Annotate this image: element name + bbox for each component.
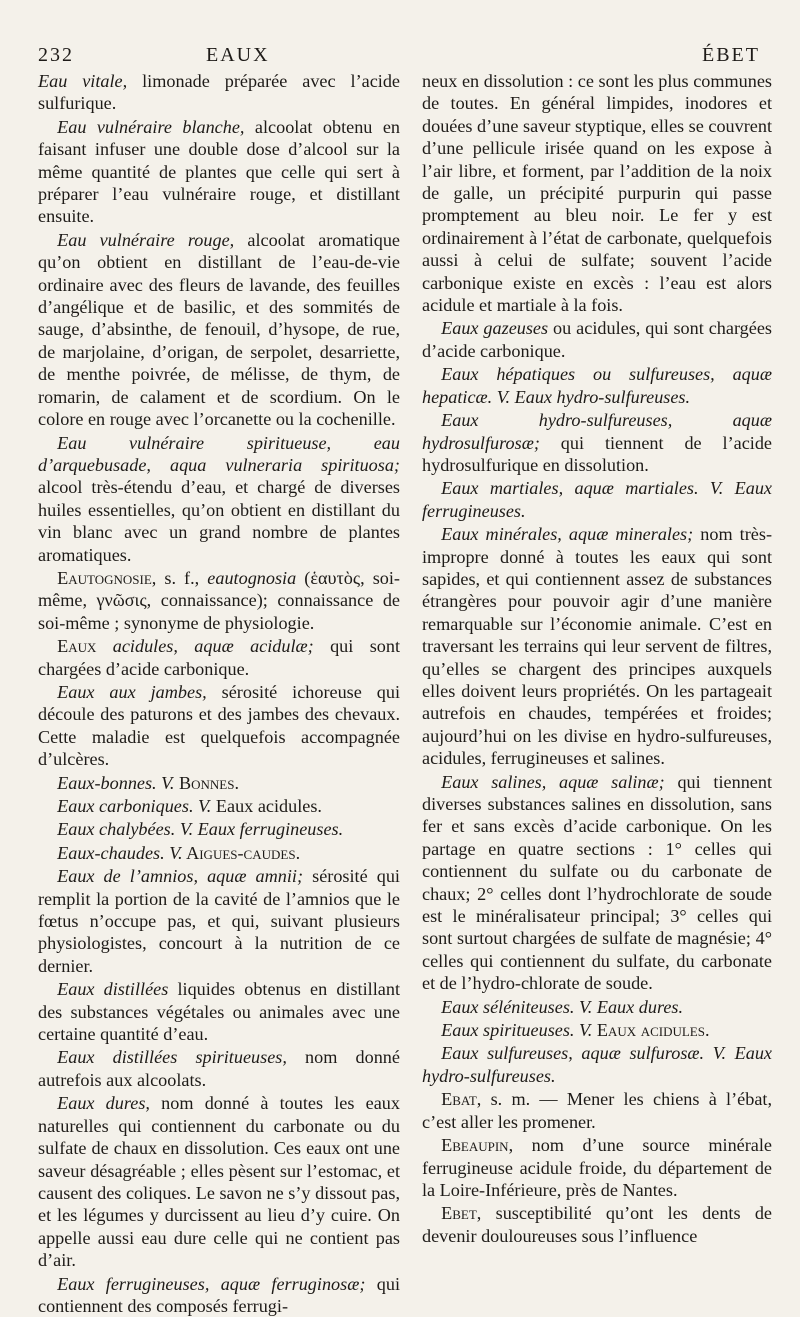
entry-eaux-sulfureuses bbox=[422, 1042, 772, 1087]
entry-eaux-salines bbox=[422, 771, 772, 995]
entry-eaux-hepatiques bbox=[422, 363, 772, 408]
headword: Eaux minérales, aquæ minerales; bbox=[441, 524, 694, 545]
entry-eaux-chalybees bbox=[38, 818, 400, 840]
headword: Eau vulnéraire rouge, bbox=[57, 229, 235, 250]
entry-eau-vulneraire-spiritueuse bbox=[38, 432, 400, 566]
headword: Eau vitale, bbox=[38, 71, 128, 91]
headword: Eaux carboniques. V. bbox=[57, 796, 212, 816]
entry-text: ou acidules, qui sont chargées d’acide carbonique. bbox=[422, 318, 772, 361]
entry-text: nom donné autrefois aux alcoolats. bbox=[38, 1047, 400, 1090]
entry-text: nom donné à toutes les eaux naturelles qui contiennent du carbonate ou du sulfate de chaux en dissolution. Ces eaux ont une saveur désagréable ; elles pèsent sur l’estomac, et causent des coliques. Le savon ne s’y dissout pas, et les légumes y durcissent au lieu d’y cuire. On appelle aussi eau dure celle qui ne contient pas d’air. bbox=[38, 1093, 400, 1271]
entry-text: nom très-impropre donné à toutes les eaux qui sont sapides, et qui contiennent assez de substances étrangères pour pouvoir agir d’une manière remarquable sur l’économie animale. C’est en traversant les terrains qui leur servent de filtres, qu’elles se chargent des principes auxquels elles doivent leurs propriétés. On les partageait autrefois en chaudes, tempérées et froides; aujourd’hui on les divise en hydro-sulfureuses, acidules, ferrugineuses et salines. bbox=[422, 524, 772, 769]
headword: Eaux distillées bbox=[57, 979, 169, 1000]
headword: Eaux dures, bbox=[57, 1093, 150, 1114]
left-column bbox=[38, 70, 401, 1316]
entry-text bbox=[96, 636, 112, 656]
entry-text: (ἑαυτὸς, soi-même, γνῶσις, connaissance); connaissance de soi-même ; synonyme de physiologie. bbox=[38, 567, 400, 633]
entry-text: qui sont chargées d’acide carbonique. bbox=[38, 636, 401, 679]
headword: Eaux salines, aquæ salinæ; bbox=[441, 771, 665, 792]
entry-text: liquides obtenus en distillant des substances végétales ou animales avec une certaine quantité d’eau. bbox=[38, 979, 400, 1045]
entry-text: , s. f., bbox=[151, 567, 208, 588]
entry-eaux-dures bbox=[38, 1092, 400, 1271]
entry-eaux-ferrugineuses-cont bbox=[422, 70, 772, 316]
entry-text: qui contiennent des composés ferrugi- bbox=[38, 1273, 400, 1316]
entry-eaux-spiritueuses bbox=[422, 1019, 772, 1041]
entry-text: Aigues-caudes. bbox=[182, 842, 301, 863]
headword: Eaux aux jambes, bbox=[57, 681, 207, 702]
entry-text: , nom d’une source minérale ferrugineuse acidule froide, du département de la Loire-Inférieure, près de Nantes. bbox=[422, 1135, 772, 1200]
entry-eau-vitale bbox=[38, 70, 400, 115]
entry-eaux-gazeuses bbox=[422, 317, 772, 362]
headword: Eaux de l’amnios, aquæ amnii; bbox=[57, 866, 304, 887]
entry-eaux-seleniteuses bbox=[422, 996, 772, 1018]
entry-text: , s. m. — Mener les chiens à l’ébat, c’est aller les promener. bbox=[422, 1089, 772, 1132]
headword: Eaux-bonnes. V. bbox=[57, 772, 175, 793]
entry-ebet bbox=[422, 1202, 772, 1247]
headword: Ebeaupin bbox=[441, 1135, 509, 1156]
entry-text: limonade préparée avec l’acide sulfurique. bbox=[38, 71, 400, 114]
entry-eaux-ferrugineuses bbox=[38, 1273, 400, 1317]
entry-text: Bonnes. bbox=[174, 772, 240, 793]
headword: Eaux ferrugineuses, aquæ ferruginosæ; bbox=[57, 1273, 366, 1294]
entry-eaux-minerales bbox=[422, 523, 772, 769]
headword: Eaux séléniteuses. V. Eaux dures. bbox=[441, 996, 684, 1017]
headword: Ebet bbox=[441, 1203, 477, 1224]
entry-text: , susceptibilité qu’ont les dents de devenir douloureuses sous l’influence bbox=[422, 1203, 772, 1246]
entry-eaux-martiales bbox=[422, 477, 772, 522]
headword: Eaux sulfureuses, aquæ sulfurosæ. V. Eaux hydro-sulfureuses. bbox=[422, 1043, 772, 1086]
entry-eaux-de-l-amnios bbox=[38, 865, 400, 977]
headword: Eaux spiritueuses. V. bbox=[441, 1020, 593, 1041]
entry-text: qui tiennent de l’acide hydrosulfurique en dissolution. bbox=[422, 432, 772, 475]
headword: Eaux-chaudes. V. bbox=[57, 842, 183, 863]
headword: Eaux gazeuses bbox=[441, 318, 549, 339]
headword: Eaux bbox=[57, 636, 97, 657]
entry-text: Eaux acidules. bbox=[211, 796, 322, 816]
page-number: 232 bbox=[38, 44, 74, 66]
entry-ebat bbox=[422, 1088, 772, 1133]
right-running-head: ÉBET bbox=[702, 44, 760, 66]
entry-eaux-hydro-sulfureuses bbox=[422, 409, 772, 476]
entry-eau-vulneraire-blanche bbox=[38, 116, 400, 228]
headword: Eau vulnéraire blanche, bbox=[57, 116, 245, 137]
entry-text: Eaux acidules. bbox=[592, 1020, 710, 1041]
entry-eau-vulneraire-rouge bbox=[38, 229, 400, 431]
headword: Ebat bbox=[441, 1089, 477, 1110]
entry-text: neux en dissolution : ce sont les plus communes de toutes. En général limpides, inodores et douées d’une saveur styptique, elles se couvrent d’une pellicule irisée quand on les expose à l’air libre, et forment, par l’addition de la noix de galle, un précipité purpurin qui passe promptement au bleu noir. Le fer y est ordinairement à l’état de carbonate, quelquefois aussi à celui de sulfate; souvent l’acide carbonique existe en excès : l’eau est alors acidule et martiale à la fois. bbox=[422, 71, 773, 316]
entry-text: sérosité ichoreuse qui découle des paturons et des jambes des chevaux. Cette maladie est quelquefois accompagnée d’ulcères. bbox=[38, 681, 401, 770]
headword: Eaux hépatiques ou sulfureuses, aquæ hepaticæ. V. Eaux hydro-sulfureuses. bbox=[422, 364, 772, 407]
page-header bbox=[38, 44, 760, 70]
entry-term: eautognosia bbox=[207, 567, 297, 588]
entry-text: alcoolat aromatique qu’on obtient en distillant de l’eau-de-vie ordinaire avec des fleurs de lavande, des feuilles d’angélique et de basilic, et des sommités de sauge, d’absinthe, de fenouil, d’hysope, de rue, de marjolaine, d’origan, de serpolet, desarriette, de menthe poivrée, de mélisse, de thym, de romarin, de calament et de scordium. On le colore en rouge avec l’orcanette ou la cochenille. bbox=[38, 229, 401, 430]
headword: Eaux martiales, aquæ martiales. V. Eaux ferrugineuses. bbox=[422, 478, 772, 521]
entry-text: sérosité qui remplit la portion de la cavité de l’amnios que le fœtus n’occupe pas, et qui, suivant plusieurs physiologistes, concourt à la nutrition de ce dernier. bbox=[38, 866, 400, 976]
entry-text: qui tiennent diverses substances salines en dissolution, sans fer et sans excès d’acide carbonique. On les partage en quatre sections : 1° celles qui contiennent du sulfate ou du carbonate de chaux; 2° celles dont l’hydrochlorate de soude est le minéralisateur principal; 3° celles qui sont surtout chargées de sulfate de magnésie; 4° celles qui contiennent du sulfate, du carbonate et de l’hydro-chlorate de soude. bbox=[422, 771, 773, 994]
right-column bbox=[422, 70, 772, 1300]
entry-eaux-bonnes bbox=[38, 772, 400, 794]
entry-text: alcoolat obtenu en faisant infuser une double dose d’alcool sur la même quantité de plantes que celle qui sert à préparer l’eau vulnéraire rouge, et distillant ensuite. bbox=[38, 116, 400, 227]
entry-eaux-carboniques bbox=[38, 795, 400, 817]
entry-term: acidules, aquæ acidulæ; bbox=[112, 636, 314, 657]
entry-eaux-aux-jambes bbox=[38, 681, 400, 771]
headword: Eautognosie bbox=[57, 567, 152, 588]
entry-eaux-distillees bbox=[38, 978, 400, 1045]
entry-ebeaupin bbox=[422, 1134, 772, 1201]
entry-eautognosie bbox=[38, 567, 400, 634]
left-running-head: EAUX bbox=[206, 44, 270, 66]
entry-text: alcool très-étendu d’eau, et chargé de diverses huiles essentielles, qu’on obtient en distillant du vin blanc avec un grand nombre de plantes aromatiques. bbox=[38, 477, 400, 565]
headword: Eau vulnéraire spiritueuse, eau d’arquebusade, aqua vulneraria spirituosa; bbox=[38, 432, 400, 475]
entry-eaux-chaudes bbox=[38, 842, 400, 864]
headword: Eaux hydro-sulfureuses, aquæ hydrosulfurosæ; bbox=[422, 410, 772, 453]
entry-eaux-distillees-spiritueuses bbox=[38, 1046, 400, 1091]
headword: Eaux chalybées. V. Eaux ferrugineuses. bbox=[57, 819, 344, 840]
entry-eaux-acidules bbox=[38, 635, 400, 680]
headword: Eaux distillées spiritueuses, bbox=[57, 1047, 287, 1068]
